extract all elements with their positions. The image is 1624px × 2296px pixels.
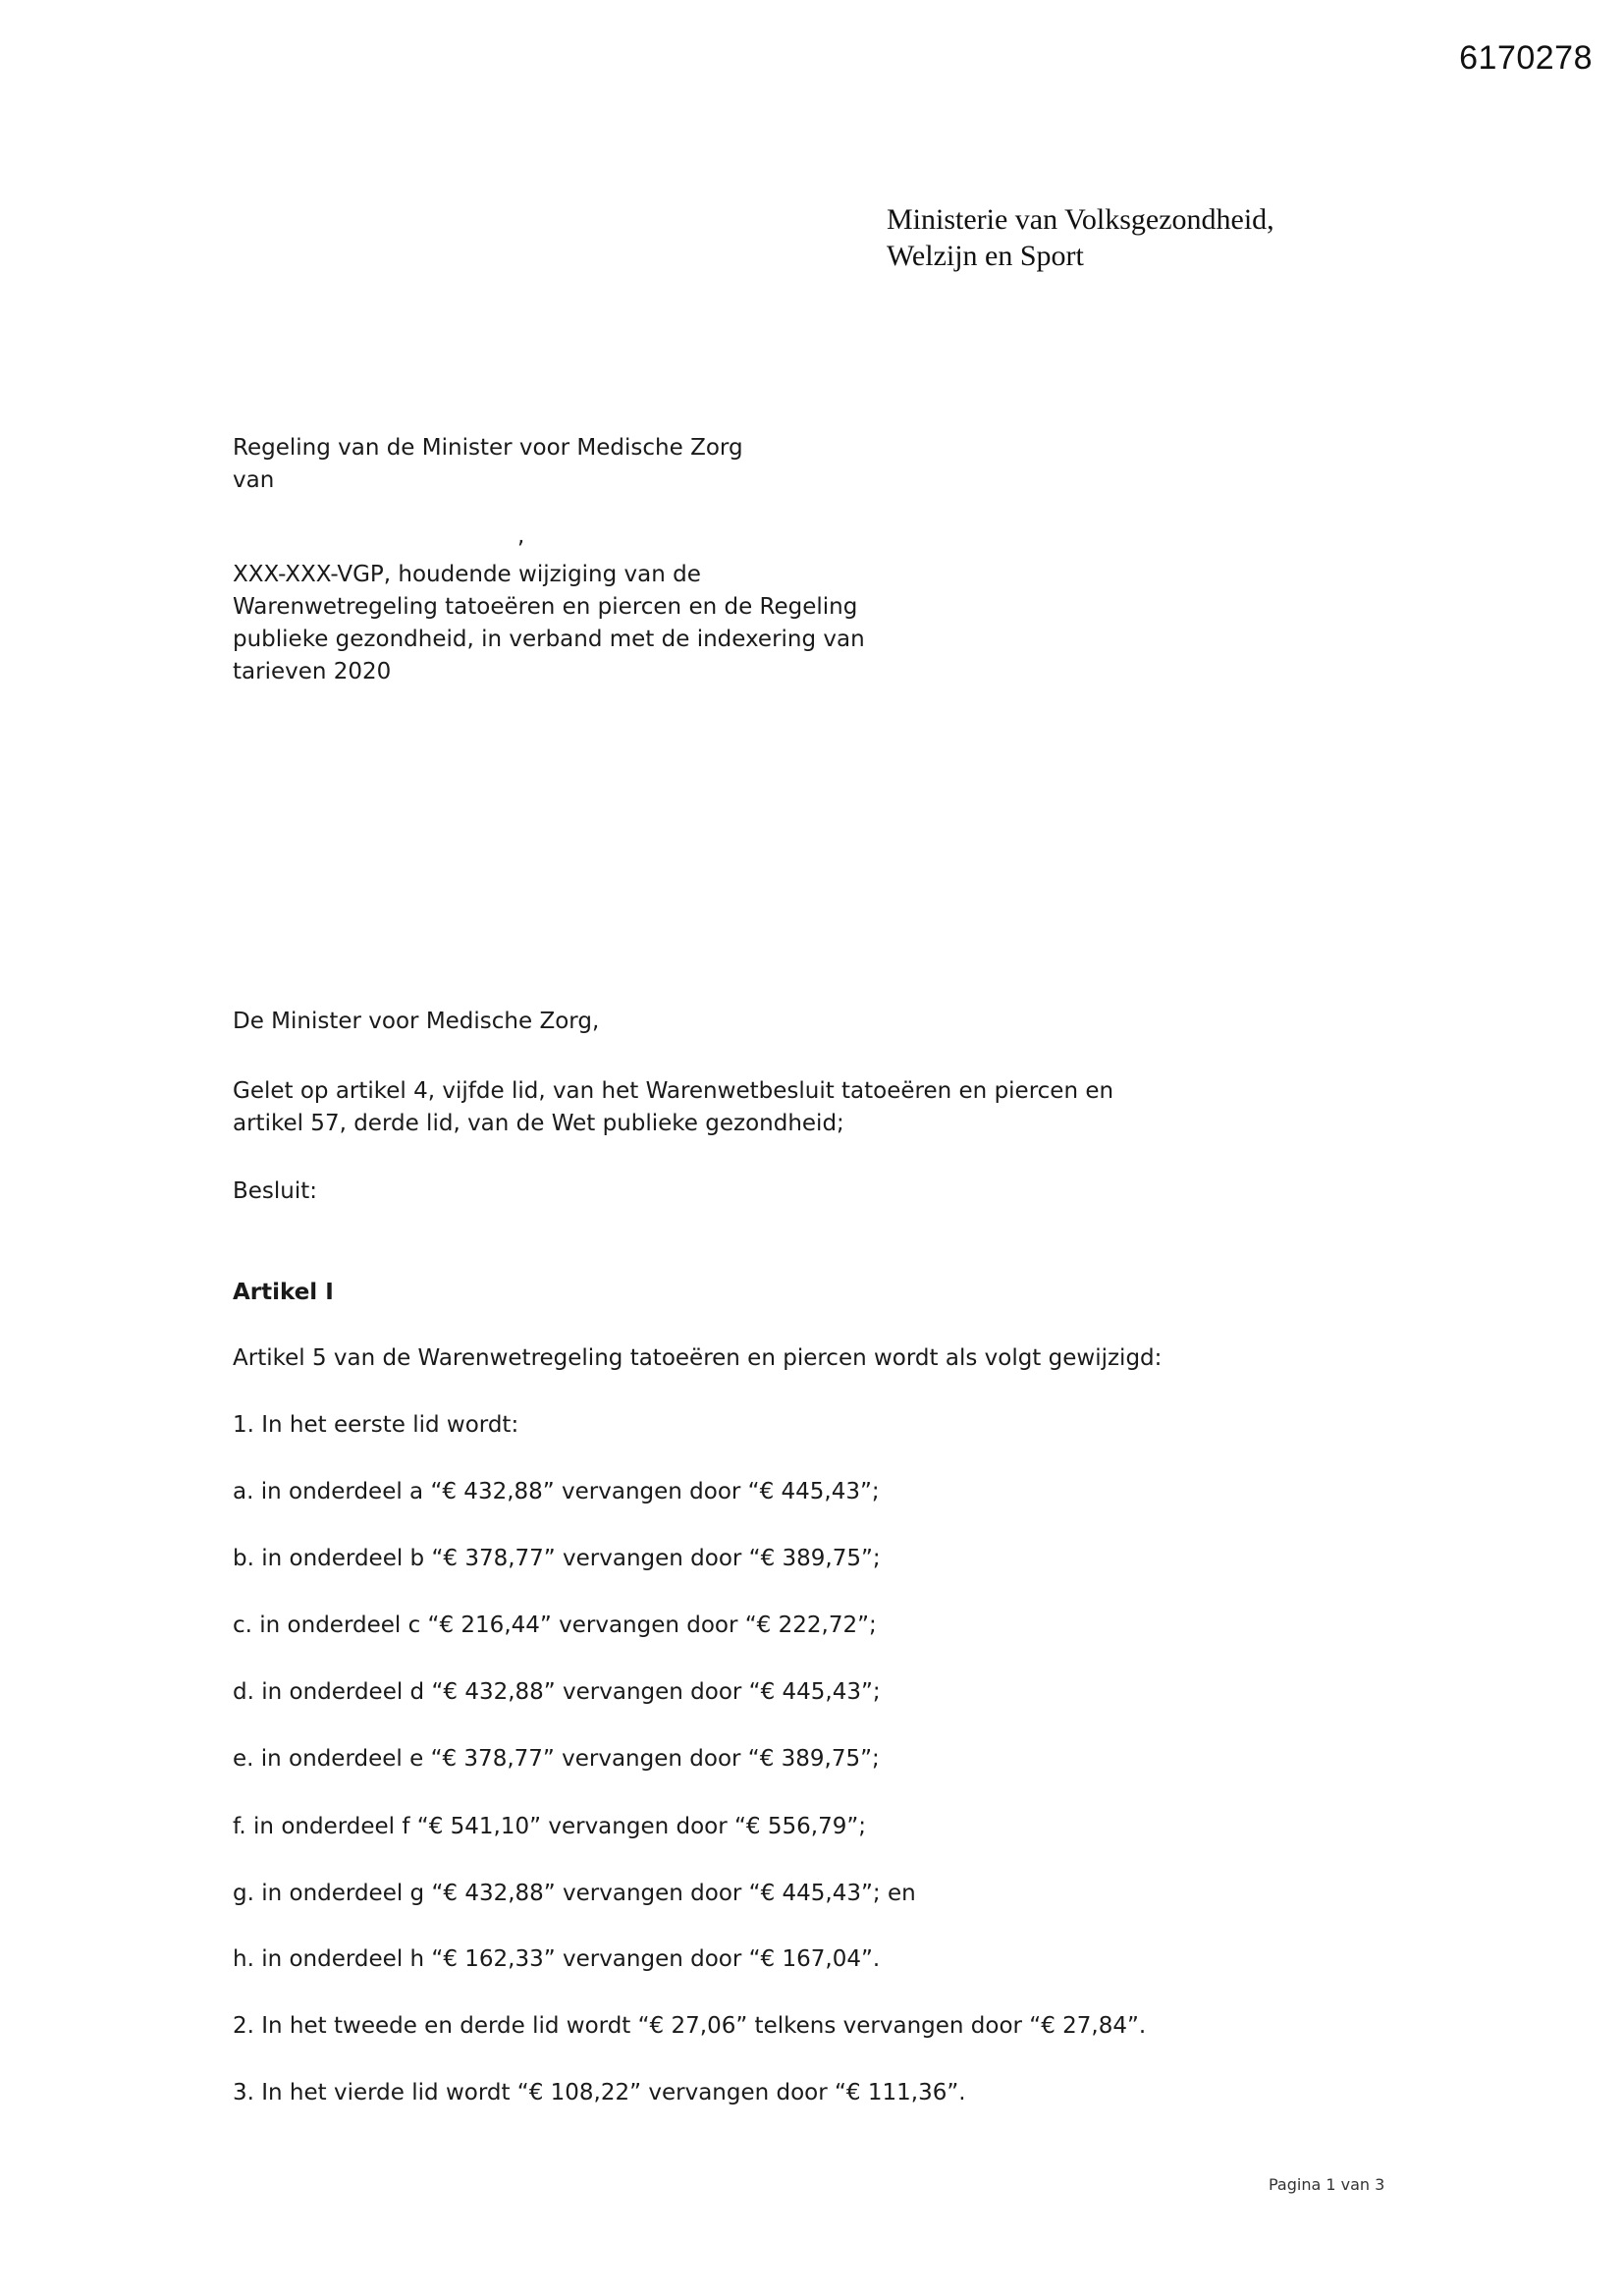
ministry-logo-text: [887, 201, 1274, 274]
title-line-3: XXX-XXX-VGP, houdende wijziging van de: [233, 562, 701, 587]
title-line-1: Regeling van de Minister voor Medische Zorg: [233, 435, 743, 461]
article-heading: Artikel I: [233, 1280, 334, 1305]
sub-item-e: e. in onderdeel e “€ 378,77” vervangen door “€ 389,75”;: [233, 1746, 880, 1772]
sub-item-d: d. in onderdeel d “€ 432,88” vervangen door “€ 445,43”;: [233, 1679, 881, 1705]
sub-item-c: c. in onderdeel c “€ 216,44” vervangen door “€ 222,72”;: [233, 1613, 877, 1638]
title-line-5: publieke gezondheid, in verband met de indexering van: [233, 627, 865, 652]
list-item-2: 2. In het tweede en derde lid wordt “€ 27,06” telkens vervangen door “€ 27,84”.: [233, 2013, 1147, 2039]
sub-item-g: g. in onderdeel g “€ 432,88” vervangen door “€ 445,43”; en: [233, 1881, 916, 1906]
minister-line: De Minister voor Medische Zorg,: [233, 1009, 600, 1034]
title-comma: ,: [517, 523, 525, 549]
list-item-1: 1. In het eerste lid wordt:: [233, 1412, 519, 1438]
title-line-6: tarieven 2020: [233, 659, 392, 684]
sub-item-f: f. in onderdeel f “€ 541,10” vervangen door “€ 556,79”;: [233, 1814, 866, 1839]
article-intro: Artikel 5 van de Warenwetregeling tatoeëren en piercen wordt als volgt gewijzigd:: [233, 1345, 1163, 1371]
sub-item-a: a. in onderdeel a “€ 432,88” vervangen door “€ 445,43”;: [233, 1479, 880, 1504]
sub-item-h: h. in onderdeel h “€ 162,33” vervangen door “€ 167,04”.: [233, 1946, 881, 1972]
sub-item-b: b. in onderdeel b “€ 378,77” vervangen door “€ 389,75”;: [233, 1546, 881, 1571]
document-number: 6170278: [1459, 39, 1593, 77]
title-line-4: Warenwetregeling tatoeëren en piercen en de Regeling: [233, 594, 858, 620]
gelet-line-2: artikel 57, derde lid, van de Wet publieke gezondheid;: [233, 1111, 844, 1136]
ministry-line-2: Welzijn en Sport: [887, 240, 1084, 272]
list-item-3: 3. In het vierde lid wordt “€ 108,22” vervangen door “€ 111,36”.: [233, 2080, 966, 2105]
gelet-line-1: Gelet op artikel 4, vijfde lid, van het Warenwetbesluit tatoeëren en piercen en: [233, 1078, 1114, 1104]
page-number: Pagina 1 van 3: [1269, 2175, 1385, 2194]
title-line-2: van: [233, 467, 275, 493]
besluit-line: Besluit:: [233, 1178, 318, 1204]
ministry-line-1: Ministerie van Volksgezondheid,: [887, 203, 1274, 236]
